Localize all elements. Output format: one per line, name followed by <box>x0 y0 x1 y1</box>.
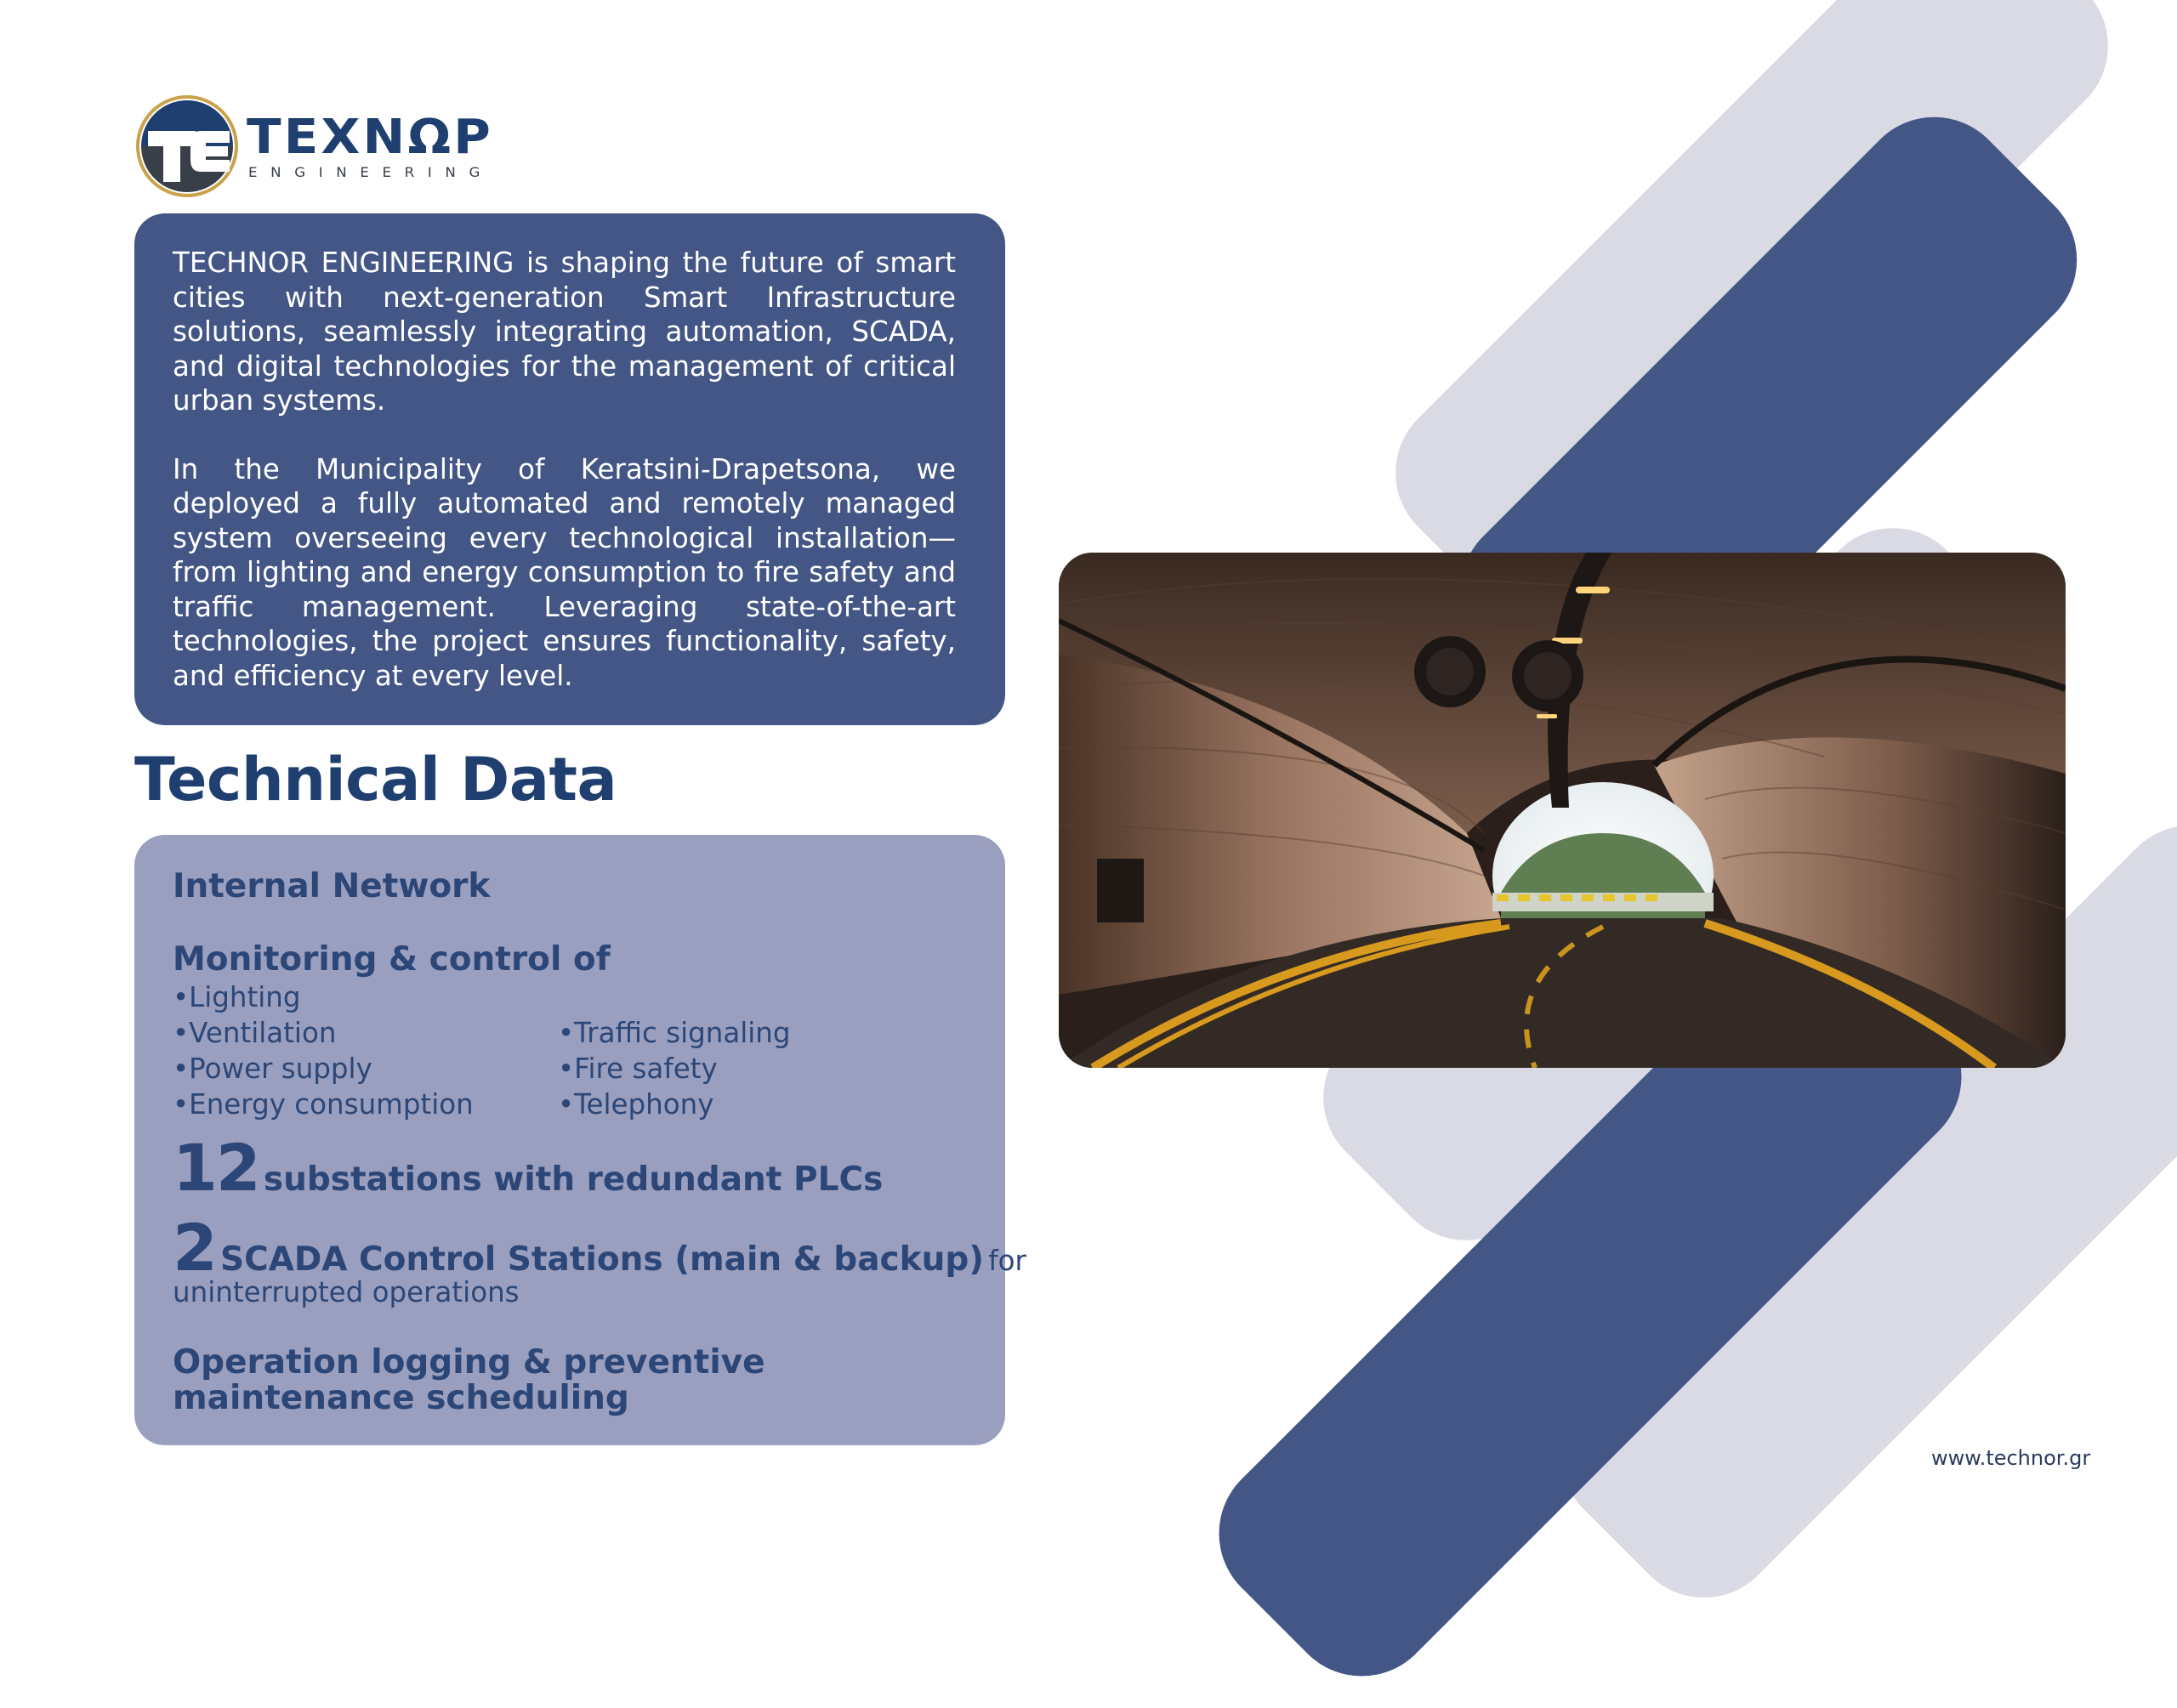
list-item: •Lighting <box>173 981 301 1013</box>
list-item: •Ventilation <box>173 1017 337 1049</box>
feature-column-2 <box>558 979 980 1122</box>
website-link[interactable]: www.technor.gr <box>1931 1446 2091 1470</box>
stat-scada <box>173 1210 1026 1285</box>
list-item: •Power supply <box>173 1053 372 1085</box>
list-item: •Traffic signaling <box>558 1017 791 1049</box>
technical-data-card <box>134 835 1026 1445</box>
monitoring-heading: Monitoring & control of <box>173 940 611 979</box>
list-item: •Energy consumption <box>173 1088 474 1121</box>
feature-list <box>173 979 980 1122</box>
feature-column-1 <box>173 979 558 1122</box>
stat-label: SCADA Control Stations (main & backup) <box>219 1240 985 1279</box>
tunnel-photo <box>1059 553 2066 1068</box>
stat-tail: for <box>988 1245 1026 1277</box>
stat-number: 12 <box>173 1130 259 1206</box>
list-item: •Fire safety <box>558 1053 718 1085</box>
stat-number: 2 <box>173 1210 216 1285</box>
internal-network-heading: Internal Network <box>173 867 491 905</box>
technical-data-title: Technical Data <box>134 745 617 814</box>
list-item: •Telephony <box>558 1088 714 1121</box>
stat-scada-continued: uninterrupted operations <box>173 1276 520 1308</box>
stat-label: substations with redundant PLCs <box>263 1160 884 1199</box>
intro-paragraph-1: TECHNOR ENGINEERING is shaping the future of smart cities with next-generation Smart Infrastructure solutions, seamlessly integrating automation, SCADA, and digital technologies for the management of critical urban systems. <box>173 247 956 417</box>
company-logo <box>134 94 500 199</box>
intro-card <box>134 213 1005 725</box>
logo-wordmark: TEXNΩP <box>247 110 493 165</box>
stat-substations <box>173 1130 980 1206</box>
logo-tagline: ENGINEERING <box>248 164 493 180</box>
operations-heading: Operation logging & preventive maintenance scheduling <box>173 1343 765 1417</box>
intro-paragraph-2: In the Municipality of Keratsini-Drapetsona, we deployed a fully automated and remotely managed system overseeing every technological installation—from lighting and energy consumption to fire safety and traffic management. Leveraging state-of-the-art technologies, the project ensures functionality, safety, and efficiency at every level. <box>173 452 956 692</box>
